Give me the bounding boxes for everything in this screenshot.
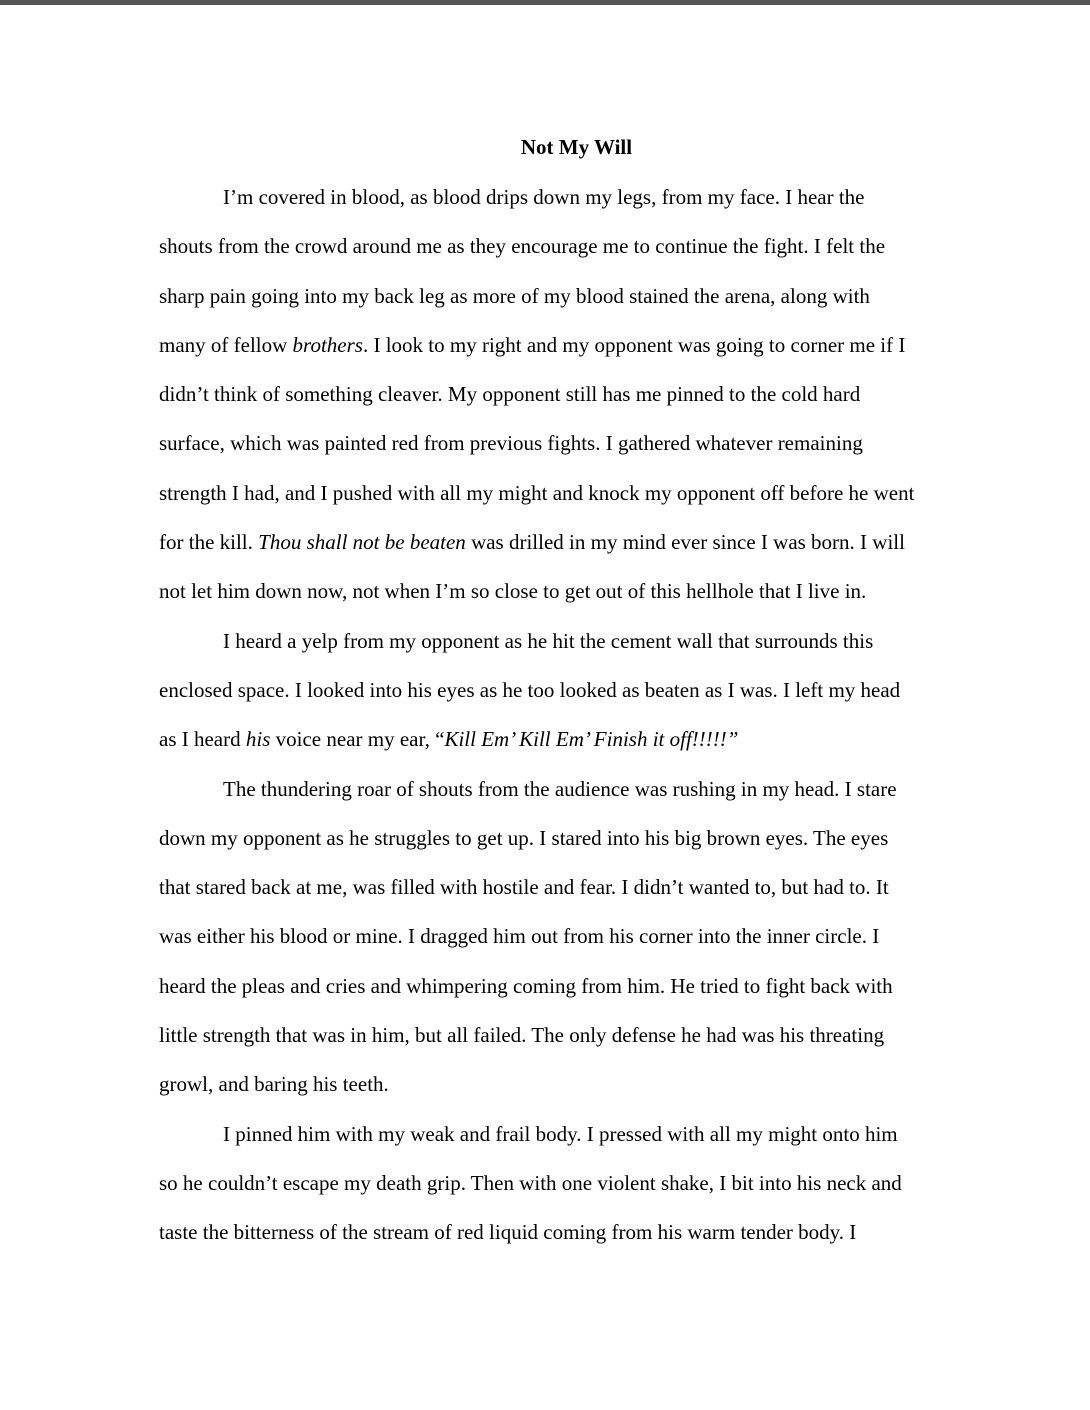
text-span: surface, which was painted red from previous fights. I gathered whatever remaining xyxy=(159,431,863,456)
text-span: was drilled in my mind ever since I was born. I will xyxy=(465,530,905,555)
text-line xyxy=(159,765,939,814)
text-line xyxy=(159,912,939,961)
text-span: growl, and baring his teeth. xyxy=(159,1072,389,1097)
text-line xyxy=(159,715,939,764)
text-line xyxy=(159,1060,939,1109)
text-span: heard the pleas and cries and whimpering coming from him. He tried to fight back with xyxy=(159,973,893,998)
text-span: strength I had, and I pushed with all my might and knock my opponent off before he went xyxy=(159,480,915,505)
text-line xyxy=(159,272,939,321)
text-line xyxy=(159,370,939,419)
text-span: as I heard xyxy=(159,727,246,752)
italic-text: Kill Em’ Kill Em’ Finish it off!!!!!” xyxy=(444,727,739,752)
italic-text: his xyxy=(245,727,271,752)
text-line xyxy=(159,321,939,370)
italic-text: Thou shall not be beaten xyxy=(258,530,466,555)
text-line xyxy=(159,1159,939,1208)
text-line xyxy=(159,518,939,567)
text-span: I’m covered in blood, as blood drips down my legs, from my face. I hear the xyxy=(223,185,865,209)
text-span: sharp pain going into my back leg as more of my blood stained the arena, along with xyxy=(159,283,870,308)
text-span: for the kill. xyxy=(159,530,259,555)
text-span: taste the bitterness of the stream of red liquid coming from his warm tender body. I xyxy=(159,1220,857,1245)
text-span: so he couldn’t escape my death grip. Then with one violent shake, I bit into his neck and xyxy=(159,1170,902,1195)
italic-text: brothers xyxy=(292,332,363,357)
text-span: not let him down now, not when I’m so close to get out of this hellhole that I live in. xyxy=(159,579,867,604)
text-span: down my opponent as he struggles to get up. I stared into his big brown eyes. The eyes xyxy=(159,825,889,850)
text-span: shouts from the crowd around me as they encourage me to continue the fight. I felt the xyxy=(159,234,886,259)
text-span: I pinned him with my weak and frail body. I pressed with all my might onto him xyxy=(223,1121,898,1146)
text-span: enclosed space. I looked into his eyes as he too looked as beaten as I was. I left my head xyxy=(159,677,901,702)
text-span: The thundering roar of shouts from the audience was rushing in my head. I stare xyxy=(223,776,897,801)
text-line xyxy=(159,567,939,616)
text-line xyxy=(159,666,939,715)
text-line xyxy=(159,173,939,222)
text-line xyxy=(159,469,939,518)
text-line xyxy=(159,222,939,271)
text-line xyxy=(159,419,939,468)
document-title: Not My Will xyxy=(520,135,633,159)
text-line xyxy=(159,1110,939,1159)
text-line xyxy=(159,617,939,666)
text-span: voice near my ear, “ xyxy=(270,727,445,752)
text-span: was either his blood or mine. I dragged him out from his corner into the inner circle. I xyxy=(159,924,880,949)
text-span: . I look to my right and my opponent was going to corner me if I xyxy=(362,332,906,357)
text-line xyxy=(159,962,939,1011)
text-span: that stared back at me, was filled with hostile and fear. I didn’t wanted to, but had to. It xyxy=(159,875,889,900)
document-body xyxy=(159,173,939,1258)
text-span: I heard a yelp from my opponent as he hit the cement wall that surrounds this xyxy=(223,628,874,653)
text-span: many of fellow xyxy=(159,332,293,357)
text-span: didn’t think of something cleaver. My opponent still has me pinned to the cold hard xyxy=(159,382,861,407)
text-line xyxy=(159,814,939,863)
text-span: little strength that was in him, but all failed. The only defense he had was his threating xyxy=(159,1023,885,1048)
text-line xyxy=(159,863,939,912)
text-line xyxy=(159,1011,939,1060)
text-line xyxy=(159,1208,939,1257)
